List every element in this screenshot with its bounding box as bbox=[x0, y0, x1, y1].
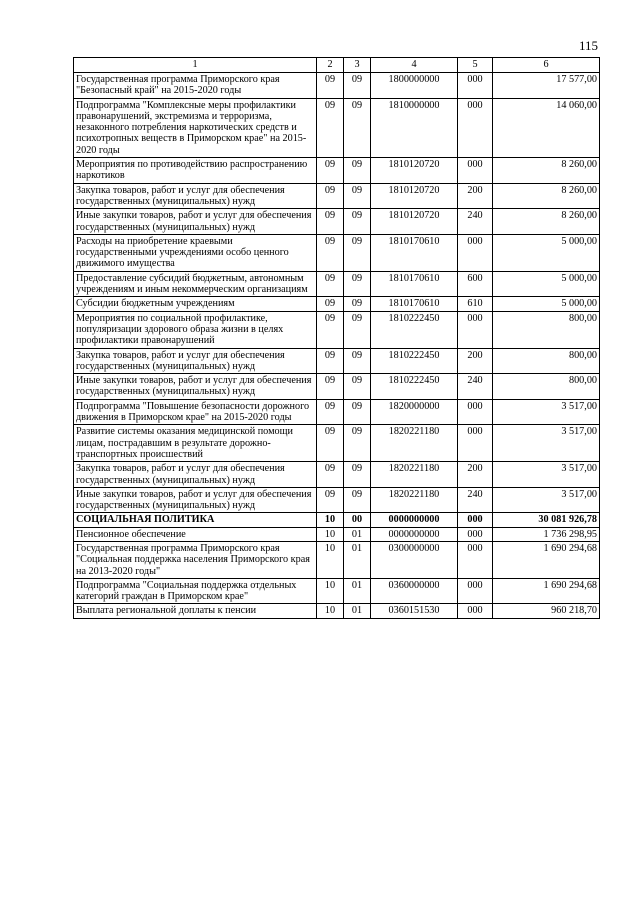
row-name-cell: Закупка товаров, работ и услуг для обеспечения государственных (муниципальных) нужд bbox=[74, 183, 317, 209]
row-subsection-cell: 09 bbox=[344, 271, 371, 297]
row-amount-cell: 1 736 298,95 bbox=[493, 527, 600, 541]
row-section-cell: 10 bbox=[317, 578, 344, 604]
row-expense-type-cell: 240 bbox=[458, 374, 493, 400]
row-expense-type-cell: 200 bbox=[458, 183, 493, 209]
table-row bbox=[74, 604, 600, 618]
row-amount-cell: 8 260,00 bbox=[493, 183, 600, 209]
row-target-article-cell: 1800000000 bbox=[371, 73, 458, 99]
row-expense-type-cell: 000 bbox=[458, 234, 493, 271]
row-name-cell: Государственная программа Приморского края "Социальная поддержка населения Приморского края на 2013-2020 годы" bbox=[74, 541, 317, 578]
row-target-article-cell: 1820221180 bbox=[371, 425, 458, 462]
row-section-cell: 09 bbox=[317, 98, 344, 157]
row-section-cell: 09 bbox=[317, 209, 344, 235]
row-amount-cell: 3 517,00 bbox=[493, 487, 600, 513]
row-expense-type-cell: 000 bbox=[458, 399, 493, 425]
row-subsection-cell: 09 bbox=[344, 425, 371, 462]
row-subsection-cell: 09 bbox=[344, 399, 371, 425]
row-target-article-cell: 1810170610 bbox=[371, 271, 458, 297]
row-subsection-cell: 09 bbox=[344, 311, 371, 348]
table-row bbox=[74, 158, 600, 184]
row-target-article-cell: 1810170610 bbox=[371, 297, 458, 311]
table-row bbox=[74, 98, 600, 157]
row-subsection-cell: 09 bbox=[344, 183, 371, 209]
row-section-cell: 09 bbox=[317, 158, 344, 184]
table-row bbox=[74, 311, 600, 348]
row-target-article-cell: 0300000000 bbox=[371, 541, 458, 578]
row-target-article-cell: 1810222450 bbox=[371, 348, 458, 374]
table-row bbox=[74, 541, 600, 578]
row-subsection-cell: 00 bbox=[344, 513, 371, 527]
row-amount-cell: 14 060,00 bbox=[493, 98, 600, 157]
table-row bbox=[74, 578, 600, 604]
row-target-article-cell: 1810222450 bbox=[371, 311, 458, 348]
row-section-cell: 10 bbox=[317, 527, 344, 541]
row-target-article-cell: 1820000000 bbox=[371, 399, 458, 425]
row-expense-type-cell: 000 bbox=[458, 578, 493, 604]
row-target-article-cell: 1810222450 bbox=[371, 374, 458, 400]
row-amount-cell: 5 000,00 bbox=[493, 297, 600, 311]
row-target-article-cell: 1810000000 bbox=[371, 98, 458, 157]
row-section-cell: 09 bbox=[317, 425, 344, 462]
row-subsection-cell: 09 bbox=[344, 158, 371, 184]
row-subsection-cell: 01 bbox=[344, 604, 371, 618]
table-row bbox=[74, 527, 600, 541]
row-subsection-cell: 01 bbox=[344, 578, 371, 604]
row-expense-type-cell: 000 bbox=[458, 425, 493, 462]
row-subsection-cell: 01 bbox=[344, 527, 371, 541]
row-amount-cell: 800,00 bbox=[493, 348, 600, 374]
row-name-cell: Субсидии бюджетным учреждениям bbox=[74, 297, 317, 311]
row-subsection-cell: 09 bbox=[344, 209, 371, 235]
row-name-cell: Государственная программа Приморского края "Безопасный край" на 2015-2020 годы bbox=[74, 73, 317, 99]
row-name-cell: Иные закупки товаров, работ и услуг для обеспечения государственных (муниципальных) нужд bbox=[74, 487, 317, 513]
table-header-row bbox=[74, 58, 600, 73]
row-expense-type-cell: 240 bbox=[458, 209, 493, 235]
row-subsection-cell: 09 bbox=[344, 73, 371, 99]
row-expense-type-cell: 240 bbox=[458, 487, 493, 513]
table-row bbox=[74, 348, 600, 374]
row-subsection-cell: 09 bbox=[344, 234, 371, 271]
row-amount-cell: 8 260,00 bbox=[493, 158, 600, 184]
row-amount-cell: 3 517,00 bbox=[493, 425, 600, 462]
row-amount-cell: 5 000,00 bbox=[493, 271, 600, 297]
table-row bbox=[74, 73, 600, 99]
row-name-cell: Выплата региональной доплаты к пенсии bbox=[74, 604, 317, 618]
budget-table bbox=[73, 57, 600, 619]
row-name-cell: Расходы на приобретение краевыми государственными учреждениями особо ценного движимого имущества bbox=[74, 234, 317, 271]
row-amount-cell: 5 000,00 bbox=[493, 234, 600, 271]
row-name-cell: Подпрограмма "Комплексные меры профилактики правонарушений, экстремизма и терроризма, незаконного потребления наркотических средств и психотропных веществ в Приморском крае" на 2015-2020 годы bbox=[74, 98, 317, 157]
row-section-cell: 09 bbox=[317, 311, 344, 348]
row-section-cell: 09 bbox=[317, 271, 344, 297]
column-header-5: 5 bbox=[458, 58, 493, 73]
column-header-6: 6 bbox=[493, 58, 600, 73]
column-header-3: 3 bbox=[344, 58, 371, 73]
row-name-cell: Предоставление субсидий бюджетным, автономным учреждениям и иным некоммерческим организациям bbox=[74, 271, 317, 297]
row-target-article-cell: 1820221180 bbox=[371, 462, 458, 488]
budget-table-body bbox=[74, 58, 600, 619]
row-subsection-cell: 01 bbox=[344, 541, 371, 578]
table-row bbox=[74, 183, 600, 209]
column-header-2: 2 bbox=[317, 58, 344, 73]
row-section-cell: 09 bbox=[317, 297, 344, 311]
row-target-article-cell: 1810120720 bbox=[371, 183, 458, 209]
row-expense-type-cell: 000 bbox=[458, 527, 493, 541]
row-section-cell: 09 bbox=[317, 487, 344, 513]
row-name-cell: Мероприятия по противодействию распространению наркотиков bbox=[74, 158, 317, 184]
table-row bbox=[74, 297, 600, 311]
table-row bbox=[74, 399, 600, 425]
row-target-article-cell: 1810120720 bbox=[371, 209, 458, 235]
row-name-cell: Подпрограмма "Повышение безопасности дорожного движения в Приморском крае" на 2015-2020 годы bbox=[74, 399, 317, 425]
row-target-article-cell: 0360151530 bbox=[371, 604, 458, 618]
row-expense-type-cell: 000 bbox=[458, 98, 493, 157]
row-section-cell: 09 bbox=[317, 73, 344, 99]
row-section-cell: 09 bbox=[317, 183, 344, 209]
row-expense-type-cell: 200 bbox=[458, 348, 493, 374]
row-target-article-cell: 0000000000 bbox=[371, 527, 458, 541]
row-amount-cell: 1 690 294,68 bbox=[493, 578, 600, 604]
row-expense-type-cell: 000 bbox=[458, 513, 493, 527]
row-subsection-cell: 09 bbox=[344, 487, 371, 513]
row-section-cell: 10 bbox=[317, 604, 344, 618]
row-amount-cell: 3 517,00 bbox=[493, 399, 600, 425]
row-subsection-cell: 09 bbox=[344, 98, 371, 157]
row-subsection-cell: 09 bbox=[344, 462, 371, 488]
row-expense-type-cell: 600 bbox=[458, 271, 493, 297]
row-amount-cell: 17 577,00 bbox=[493, 73, 600, 99]
row-name-cell: Закупка товаров, работ и услуг для обеспечения государственных (муниципальных) нужд bbox=[74, 348, 317, 374]
row-name-cell: Мероприятия по социальной профилактике, популяризации здорового образа жизни в целях профилактики правонарушений bbox=[74, 311, 317, 348]
row-target-article-cell: 1810170610 bbox=[371, 234, 458, 271]
row-expense-type-cell: 610 bbox=[458, 297, 493, 311]
column-header-4: 4 bbox=[371, 58, 458, 73]
table-row bbox=[74, 487, 600, 513]
row-expense-type-cell: 000 bbox=[458, 311, 493, 348]
page-number: 115 bbox=[578, 38, 598, 53]
table-row bbox=[74, 513, 600, 527]
row-section-cell: 10 bbox=[317, 513, 344, 527]
row-target-article-cell: 0000000000 bbox=[371, 513, 458, 527]
row-amount-cell: 960 218,70 bbox=[493, 604, 600, 618]
row-name-cell: Иные закупки товаров, работ и услуг для обеспечения государственных (муниципальных) нужд bbox=[74, 209, 317, 235]
row-expense-type-cell: 000 bbox=[458, 604, 493, 618]
table-row bbox=[74, 425, 600, 462]
row-target-article-cell: 1820221180 bbox=[371, 487, 458, 513]
table-row bbox=[74, 209, 600, 235]
row-name-cell: Пенсионное обеспечение bbox=[74, 527, 317, 541]
row-name-cell: СОЦИАЛЬНАЯ ПОЛИТИКА bbox=[74, 513, 317, 527]
row-amount-cell: 800,00 bbox=[493, 311, 600, 348]
table-row bbox=[74, 234, 600, 271]
row-amount-cell: 30 081 926,78 bbox=[493, 513, 600, 527]
row-subsection-cell: 09 bbox=[344, 297, 371, 311]
row-amount-cell: 1 690 294,68 bbox=[493, 541, 600, 578]
row-section-cell: 09 bbox=[317, 374, 344, 400]
row-amount-cell: 8 260,00 bbox=[493, 209, 600, 235]
row-subsection-cell: 09 bbox=[344, 348, 371, 374]
row-name-cell: Развитие системы оказания медицинской помощи лицам, пострадавшим в результате дорожно-транспортных происшествий bbox=[74, 425, 317, 462]
row-section-cell: 09 bbox=[317, 234, 344, 271]
row-section-cell: 09 bbox=[317, 462, 344, 488]
row-expense-type-cell: 200 bbox=[458, 462, 493, 488]
row-amount-cell: 3 517,00 bbox=[493, 462, 600, 488]
row-section-cell: 10 bbox=[317, 541, 344, 578]
row-expense-type-cell: 000 bbox=[458, 158, 493, 184]
column-header-1: 1 bbox=[74, 58, 317, 73]
row-section-cell: 09 bbox=[317, 399, 344, 425]
table-row bbox=[74, 271, 600, 297]
row-name-cell: Подпрограмма "Социальная поддержка отдельных категорий граждан в Приморском крае" bbox=[74, 578, 317, 604]
table-row bbox=[74, 462, 600, 488]
row-name-cell: Закупка товаров, работ и услуг для обеспечения государственных (муниципальных) нужд bbox=[74, 462, 317, 488]
table-row bbox=[74, 374, 600, 400]
row-name-cell: Иные закупки товаров, работ и услуг для обеспечения государственных (муниципальных) нужд bbox=[74, 374, 317, 400]
row-expense-type-cell: 000 bbox=[458, 541, 493, 578]
row-subsection-cell: 09 bbox=[344, 374, 371, 400]
row-target-article-cell: 1810120720 bbox=[371, 158, 458, 184]
row-target-article-cell: 0360000000 bbox=[371, 578, 458, 604]
row-amount-cell: 800,00 bbox=[493, 374, 600, 400]
row-section-cell: 09 bbox=[317, 348, 344, 374]
row-expense-type-cell: 000 bbox=[458, 73, 493, 99]
